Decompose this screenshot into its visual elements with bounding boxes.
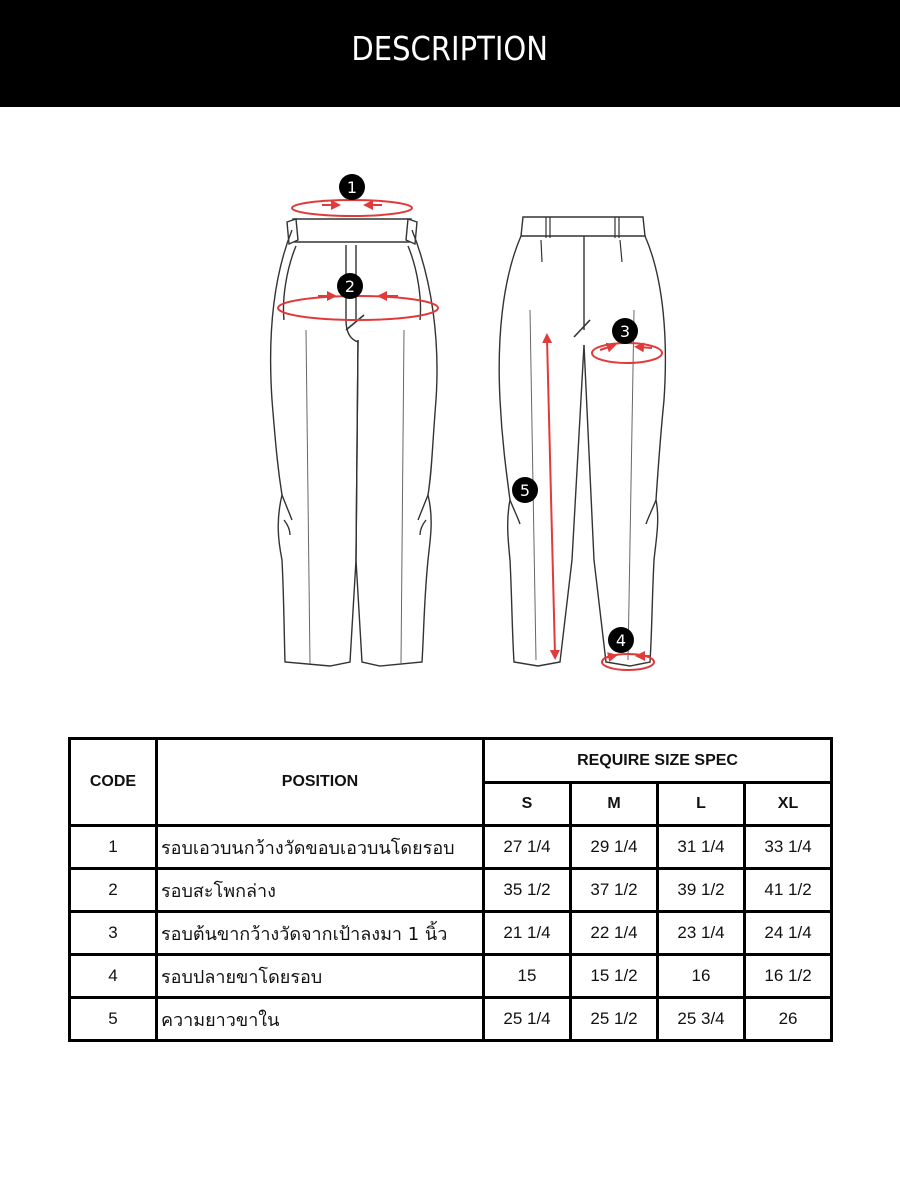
size-spec-table <box>68 737 833 1042</box>
back-pants-drawing <box>499 217 665 666</box>
value-cell-l: 25 3/4 <box>658 998 745 1041</box>
pants-measurement-illustration <box>0 107 900 707</box>
marker-3 <box>612 318 638 344</box>
position-cell: รอบต้นขากว้างวัดจากเป้าลงมา 1 นิ้ว <box>157 912 484 955</box>
marker-5 <box>512 477 538 503</box>
header-require-size-spec: REQUIRE SIZE SPEC <box>484 739 832 783</box>
svg-text:3: 3 <box>619 322 631 341</box>
measurement-marks <box>278 200 662 670</box>
header-size-s: S <box>484 783 571 826</box>
value-cell-s: 15 <box>484 955 571 998</box>
value-cell-l: 39 1/2 <box>658 869 745 912</box>
code-cell: 5 <box>70 998 157 1041</box>
value-cell-l: 16 <box>658 955 745 998</box>
value-cell-s: 25 1/4 <box>484 998 571 1041</box>
value-cell-xl: 16 1/2 <box>745 955 832 998</box>
table-row <box>70 912 832 955</box>
table-header-row <box>70 739 832 783</box>
header-position: POSITION <box>157 739 484 826</box>
value-cell-s: 21 1/4 <box>484 912 571 955</box>
value-cell-xl: 33 1/4 <box>745 826 832 869</box>
value-cell-m: 37 1/2 <box>571 869 658 912</box>
position-cell: รอบเอวบนกว้างวัดขอบเอวบนโดยรอบ <box>157 826 484 869</box>
position-cell: ความยาวขาใน <box>157 998 484 1041</box>
svg-text:2: 2 <box>344 277 356 296</box>
marker-2 <box>337 273 363 299</box>
table-row <box>70 826 832 869</box>
value-cell-xl: 41 1/2 <box>745 869 832 912</box>
value-cell-xl: 24 1/4 <box>745 912 832 955</box>
svg-text:1: 1 <box>346 178 358 197</box>
header-size-l: L <box>658 783 745 826</box>
value-cell-m: 22 1/4 <box>571 912 658 955</box>
value-cell-m: 25 1/2 <box>571 998 658 1041</box>
svg-text:4: 4 <box>615 631 627 650</box>
table-row <box>70 955 832 998</box>
code-cell: 3 <box>70 912 157 955</box>
value-cell-xl: 26 <box>745 998 832 1041</box>
value-cell-l: 23 1/4 <box>658 912 745 955</box>
value-cell-m: 15 1/2 <box>571 955 658 998</box>
header-size-m: M <box>571 783 658 826</box>
header-banner <box>0 0 900 107</box>
table-row <box>70 998 832 1041</box>
page-title: DESCRIPTION <box>351 29 549 68</box>
value-cell-l: 31 1/4 <box>658 826 745 869</box>
value-cell-s: 35 1/2 <box>484 869 571 912</box>
value-cell-m: 29 1/4 <box>571 826 658 869</box>
code-cell: 1 <box>70 826 157 869</box>
marker-4 <box>608 627 634 653</box>
marker-1 <box>339 174 365 200</box>
header-code: CODE <box>70 739 157 826</box>
position-cell: รอบสะโพกล่าง <box>157 869 484 912</box>
header-size-xl: XL <box>745 783 832 826</box>
code-cell: 2 <box>70 869 157 912</box>
position-cell: รอบปลายขาโดยรอบ <box>157 955 484 998</box>
svg-text:5: 5 <box>519 481 531 500</box>
table-row <box>70 869 832 912</box>
value-cell-s: 27 1/4 <box>484 826 571 869</box>
code-cell: 4 <box>70 955 157 998</box>
